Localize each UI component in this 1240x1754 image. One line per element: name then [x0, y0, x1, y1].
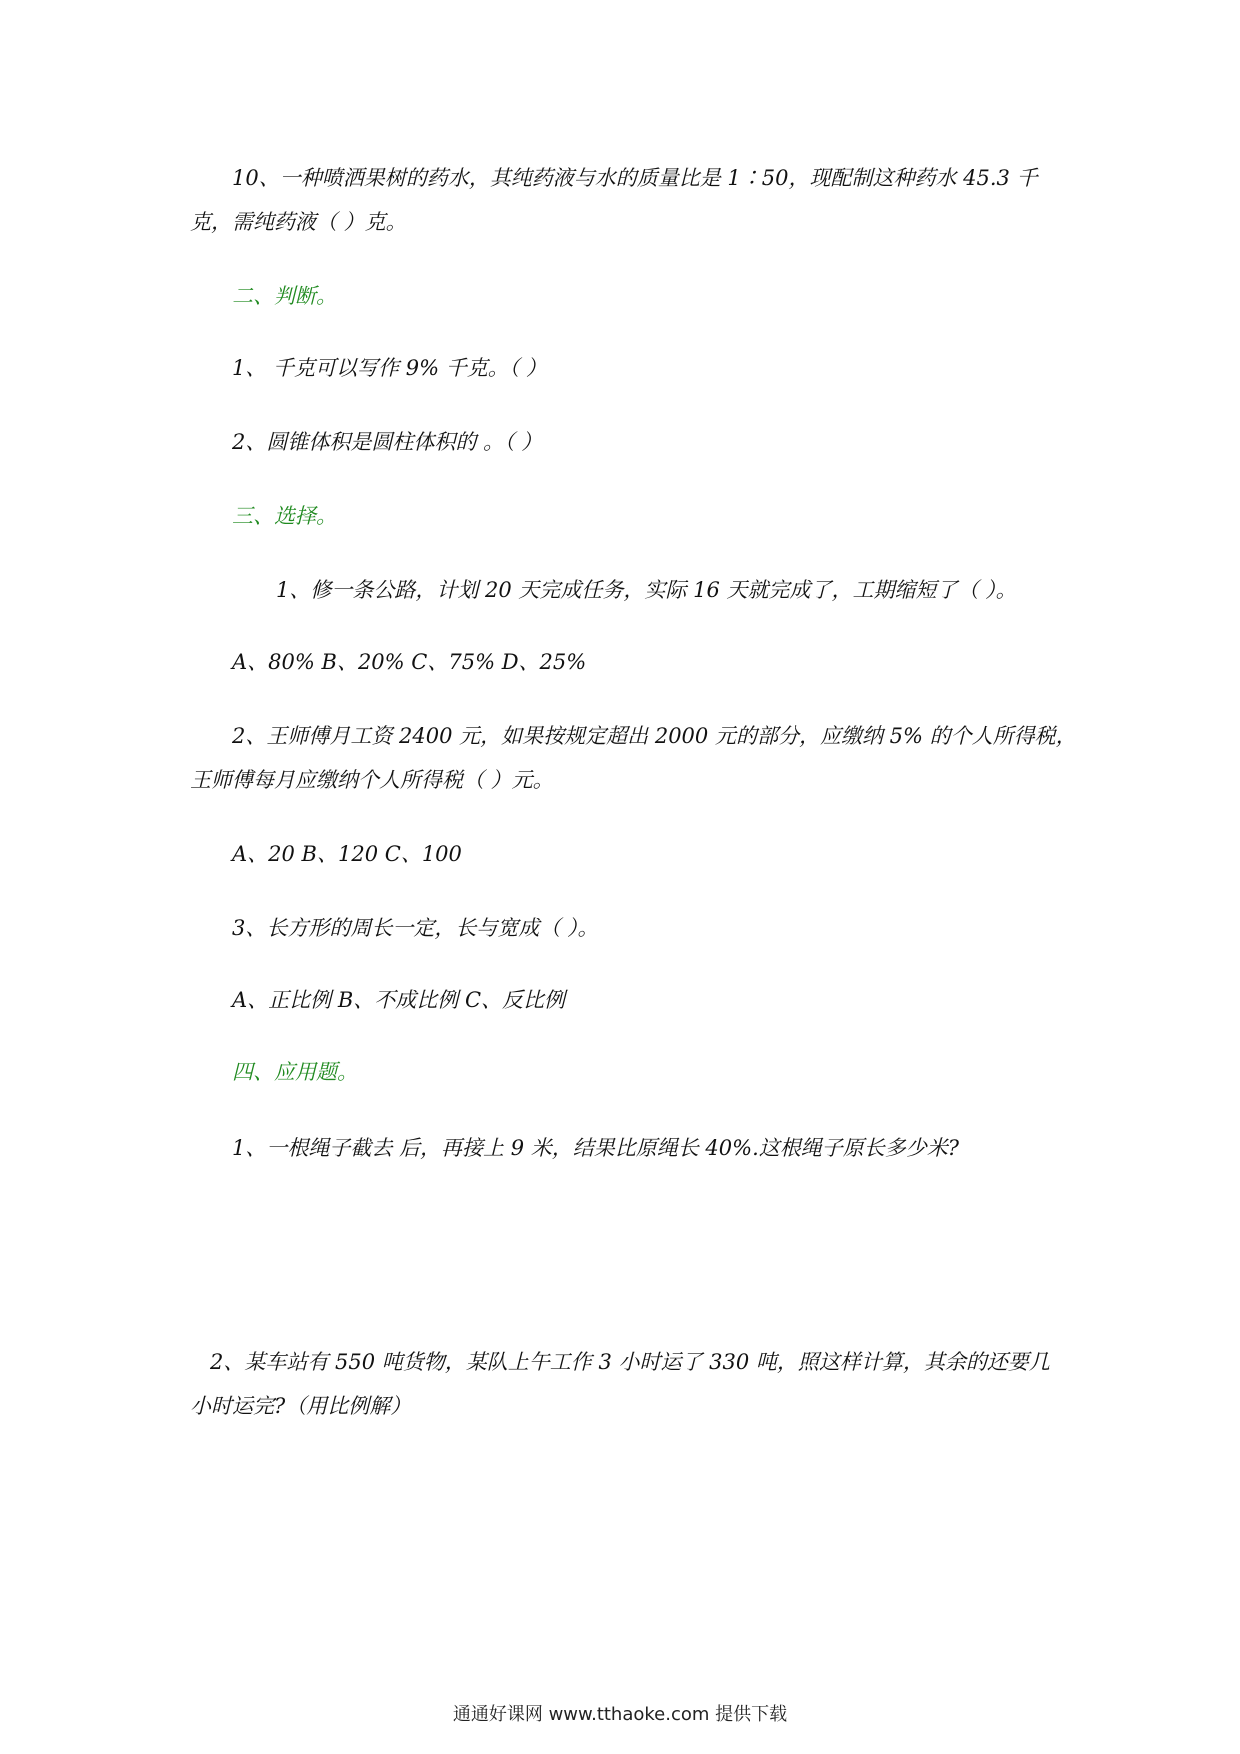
question-10-line-1: 10、一种喷洒果树的药水，其纯药液与水的质量比是 1∶50，现配制这种药水 45.3 千: [232, 166, 1038, 190]
section-heading-application: 四、应用题。: [232, 1060, 358, 1084]
section-heading-judgment: 二、判断。: [232, 284, 337, 308]
section-heading-choice: 三、选择。: [232, 504, 337, 528]
choice-question-3-options: A、正比例 B、不成比例 C、反比例: [232, 988, 566, 1012]
application-question-1: 1、一根绳子截去 后，再接上 9 米，结果比原绳长 40%.这根绳子原长多少米?: [232, 1136, 960, 1160]
footer-download-note: 通通好课网 www.tthaoke.com 提供下载: [452, 1704, 788, 1725]
question-10-line-2: 克，需纯药液（ ）克。: [190, 210, 407, 234]
judgment-question-1: 1、 千克可以写作 9% 千克。（ ）: [232, 356, 547, 380]
choice-question-2-line-2: 王师傅每月应缴纳个人所得税（ ）元。: [190, 768, 554, 792]
judgment-question-2: 2、圆锥体积是圆柱体积的 。（ ）: [232, 430, 543, 454]
choice-question-2-options: A、20 B、120 C、100: [232, 842, 462, 866]
choice-question-1: 1、修一条公路，计划 20 天完成任务，实际 16 天就完成了，工期缩短了（ ）。: [276, 578, 1017, 602]
choice-question-2-line-1: 2、王师傅月工资 2400 元，如果按规定超出 2000 元的部分，应缴纳 5% 的个人所得税，: [232, 724, 1077, 748]
choice-question-1-options: A、80% B、20% C、75% D、25%: [232, 650, 587, 674]
choice-question-3: 3、长方形的周长一定，长与宽成（ ）。: [232, 916, 599, 940]
application-question-2-line-1: 2、某车站有 550 吨货物，某队上午工作 3 小时运了 330 吨，照这样计算，其余的还要几: [210, 1350, 1050, 1374]
application-question-2-line-2: 小时运完?（用比例解）: [190, 1394, 412, 1418]
